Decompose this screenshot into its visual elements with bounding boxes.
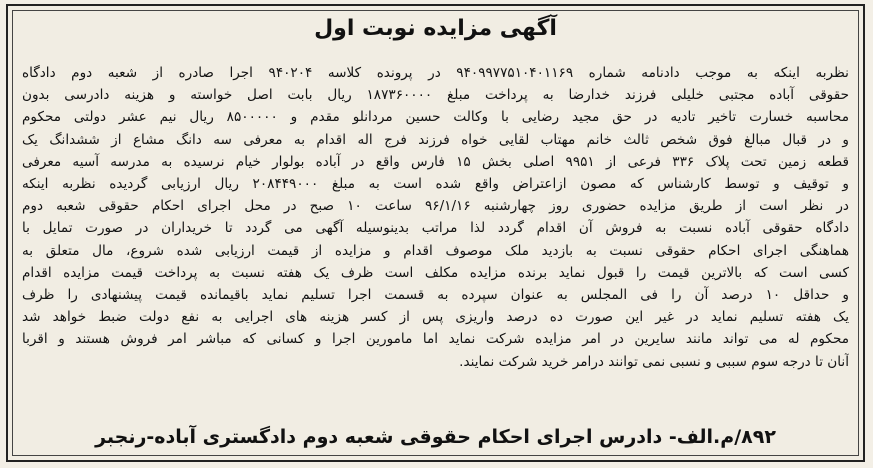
notice-frame <box>6 4 865 462</box>
body-line: محاسبه خسارت تاخیر تادیه در حق مجید رضایی با وکالت حسین مردانلو مقدم و ۸۵۰۰۰۰۰ ریال نیم عشر دولتی محکوم <box>22 109 849 126</box>
body-line: و توقیف و توسط کارشناس که مصون ازاعتراض واقع شده است به مبلغ ۲۰۸۴۴۹۰۰۰ ریال ارزیابی گردیده نظربه اینکه <box>22 176 849 193</box>
body-line: آنان تا درجه سوم سببی و نسبی نمی توانند درامر خرید شرکت نمایند. <box>459 353 849 370</box>
notice-body <box>22 62 849 373</box>
body-line: دادگاه حقوقی آباده نسبت به فروش آن اقدام گردد لذا مراتب بدینوسیله آگهی می گردد تا خریداران در صورت تمایل با <box>22 220 849 237</box>
body-line: قطعه زمین تحت پلاک ۳۳۶ فرعی از ۹۹۵۱ اصلی بخش ۱۵ فارس واقع در آباده بولوار خیام نرسیده به مدرسه آسیه معرفی <box>22 153 849 170</box>
body-line: نظربه اینکه به موجب دادنامه شماره ۹۴۰۹۹۷۷۵۱۰۴۰۱۱۶۹ در پرونده کلاسه ۹۴۰۲۰۴ اجرا صادره از شعبه دوم دادگاه <box>22 65 849 81</box>
body-line: در نظر است از طریق مزایده حضوری روز چهارشنبه ۹۶/۱/۱۶ ساعت ۱۰ صبح در محل اجرای احکام حقوقی شعبه دوم <box>22 198 849 215</box>
body-line: و در قبال مبالغ فوق شخص ثالث خانم مهتاب لقایی خواه فرزند فرج اله اقدام به معرفی سه دانگ مشاع از ششدانگ یک <box>22 131 849 148</box>
body-line: یک هفته تسلیم نماید در غیر این صورت ده درصد واریزی پس از کسر هزینه های اجرایی به نفع دولت ضبط خواهد شد <box>22 309 849 326</box>
body-line: و حداقل ۱۰ درصد آن را فی المجلس به عنوان سپرده به قسمت اجرا تسلیم نماید باقیمانده قیمت پیشنهادی را ظرف <box>22 287 849 304</box>
body-line: هماهنگی اجرای احکام حقوقی نسبت به بازدید ملک موصوف اقدام و مزایده از قیمت ارزیابی شده شروع، مال متعلق به <box>22 242 849 259</box>
body-line: کسی است که بالاترین قیمت را قبول نماید برنده مزایده مکلف است ظرف یک هفته نسبت به پرداخت قیمت مزایده اقدام <box>22 264 849 281</box>
notice-footer-signature: ۸۹۲/م.الف- دادرس اجرای احکام حقوقی شعبه دوم دادگستری آباده-رنجبر <box>95 426 776 448</box>
body-line: محکوم له می تواند مانند سایرین در امر مزایده شرکت نماید اما مامورین اجرا و کسانی که مباشر امر فروش هستند و اقربا <box>22 331 849 348</box>
notice-title: آگهی مزایده نوبت اول <box>314 16 557 41</box>
body-line: حقوقی آباده مجتبی خلیلی فرزند خدارضا به پرداخت مبلغ ۱۸۷۳۶۰۰۰۰ ریال بابت اصل خواسته و هزینه دادرسی بدون <box>22 87 849 104</box>
